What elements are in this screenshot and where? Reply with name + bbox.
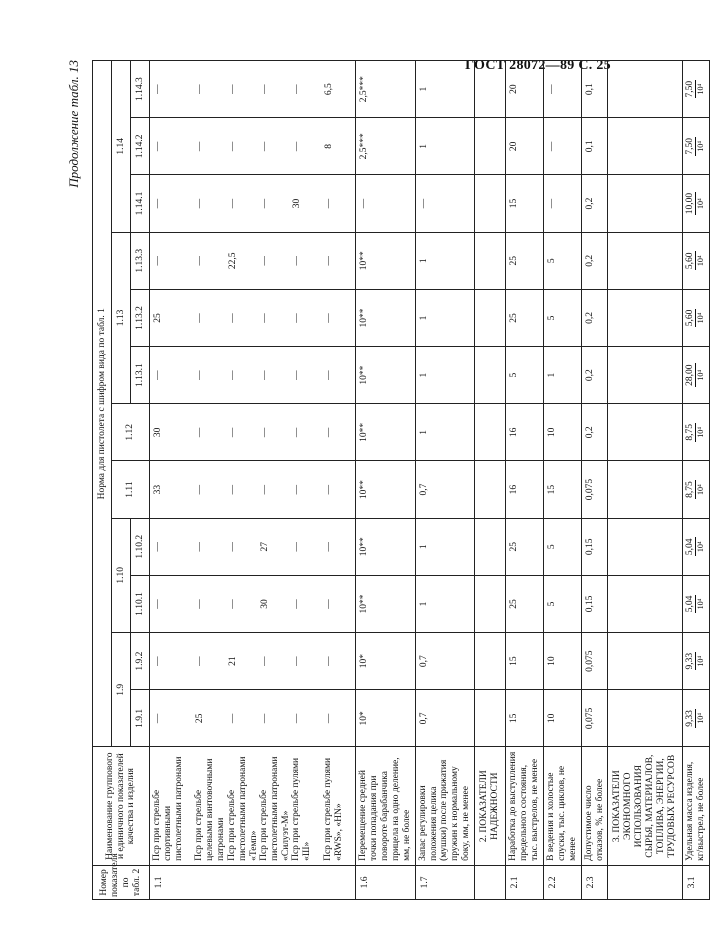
value-text: 8 bbox=[324, 143, 334, 149]
fraction-denominator: 10⁴ bbox=[696, 255, 706, 267]
value-cell: 1 bbox=[415, 518, 475, 575]
num-cell: 2.3 bbox=[581, 865, 608, 899]
value-cell: 1 bbox=[415, 289, 475, 346]
value-text: — bbox=[228, 141, 238, 152]
list-item: Пср при стрельбе спортивными пистолетными патронами bbox=[152, 756, 184, 861]
value-cell: 1 bbox=[415, 232, 475, 289]
value-text: — bbox=[228, 198, 238, 209]
value-text: — bbox=[228, 427, 238, 438]
value-cell: 0,7 bbox=[415, 461, 475, 518]
num-cell: 2.2 bbox=[543, 865, 581, 899]
sub-header: 1.13.2 bbox=[131, 289, 150, 346]
num-cell: 1.6 bbox=[356, 865, 416, 899]
norms-table bbox=[92, 60, 710, 900]
value-text: — bbox=[324, 542, 334, 552]
value-cell bbox=[475, 518, 506, 575]
sub-header: 1.10.1 bbox=[131, 575, 150, 632]
value-text: — bbox=[292, 484, 302, 495]
value-cell: 0,15 bbox=[581, 575, 608, 632]
value-text: — bbox=[292, 713, 302, 724]
num-cell bbox=[475, 865, 506, 899]
value-text: — bbox=[324, 427, 334, 438]
value-text: — bbox=[324, 656, 334, 666]
value-text: — bbox=[153, 84, 163, 94]
value-text: — bbox=[153, 141, 163, 152]
value-cell: 1 bbox=[415, 404, 475, 461]
value-cell bbox=[150, 347, 356, 404]
value-cell bbox=[682, 690, 709, 747]
value-cell bbox=[608, 633, 683, 690]
value-cell bbox=[150, 232, 356, 289]
value-cell: 15 bbox=[506, 690, 544, 747]
fraction-numerator: 28,00 bbox=[684, 364, 695, 386]
value-cell: 15 bbox=[543, 461, 581, 518]
value-text: 21 bbox=[228, 656, 238, 666]
name-cell: Удельная масса изделия, кг/выстрел, не более bbox=[682, 747, 709, 865]
value-cell: 10 bbox=[543, 690, 581, 747]
table-body bbox=[150, 61, 710, 900]
fraction bbox=[686, 309, 706, 328]
value-cell: 5 bbox=[506, 347, 544, 404]
value-cell: 16 bbox=[506, 404, 544, 461]
value-cell: — bbox=[543, 175, 581, 232]
name-cell: Перемещение средней точки попадания при повороте барабанчика прицела на одно деление, мм, не более bbox=[356, 747, 416, 865]
group-header: 1.9 bbox=[112, 633, 131, 747]
item-list bbox=[152, 751, 351, 860]
value-text: — bbox=[324, 198, 334, 209]
value-cell: 2,5*** bbox=[356, 61, 416, 118]
value-cell: 0,2 bbox=[581, 175, 608, 232]
value-text: — bbox=[292, 427, 302, 438]
fraction bbox=[686, 80, 706, 99]
value-cell: — bbox=[543, 61, 581, 118]
value-stack bbox=[153, 521, 354, 573]
num-cell: 1.1 bbox=[150, 865, 356, 899]
value-text: — bbox=[195, 599, 205, 609]
value-cell bbox=[608, 118, 683, 175]
header-row-1 bbox=[93, 61, 112, 900]
value-text: 30 bbox=[260, 599, 270, 609]
table-row bbox=[415, 61, 475, 900]
value-cell bbox=[682, 633, 709, 690]
value-cell bbox=[150, 633, 356, 690]
value-cell bbox=[608, 461, 683, 518]
value-text: — bbox=[153, 713, 163, 724]
table-caption: Продолжение табл. 13 bbox=[66, 60, 81, 188]
fraction bbox=[686, 480, 706, 499]
value-text: — bbox=[292, 542, 302, 552]
value-cell bbox=[150, 575, 356, 632]
group-header: 1.11 bbox=[112, 461, 150, 518]
value-text: — bbox=[228, 542, 238, 552]
value-cell bbox=[608, 289, 683, 346]
value-text: — bbox=[228, 713, 238, 724]
col-num-header: Номер показателя по табл. 2 bbox=[93, 865, 150, 899]
fraction-denominator: 10⁴ bbox=[696, 83, 706, 95]
fraction-denominator: 10⁴ bbox=[696, 426, 706, 438]
value-text: — bbox=[260, 656, 270, 666]
fraction-numerator: 8,75 bbox=[684, 424, 695, 441]
value-text: — bbox=[260, 713, 270, 724]
fraction-numerator: 5,04 bbox=[684, 538, 695, 556]
fraction bbox=[686, 192, 706, 215]
fraction-denominator: 10⁴ bbox=[696, 541, 706, 553]
group-header: 1.10 bbox=[112, 518, 131, 632]
value-text: 25 bbox=[195, 713, 205, 724]
fraction-denominator: 10⁴ bbox=[696, 312, 706, 324]
value-cell: 5 bbox=[543, 575, 581, 632]
fraction bbox=[686, 137, 706, 156]
sub-header: 1.14.2 bbox=[131, 118, 150, 175]
value-cell: 10** bbox=[356, 404, 416, 461]
table-row bbox=[543, 61, 581, 900]
value-cell: 1 bbox=[415, 575, 475, 632]
value-cell bbox=[150, 518, 356, 575]
value-cell: 10** bbox=[356, 289, 416, 346]
value-cell bbox=[608, 175, 683, 232]
value-cell bbox=[608, 347, 683, 404]
value-stack bbox=[153, 120, 354, 172]
col-norm-header: Норма для пистолета с шифром вида по табл. 1 bbox=[93, 61, 112, 747]
name-cell: Наработка до выступления предельного состояния, тыс. выстрелов, не менее bbox=[506, 747, 544, 865]
value-cell: 5 bbox=[543, 518, 581, 575]
value-cell bbox=[475, 347, 506, 404]
value-cell bbox=[475, 232, 506, 289]
value-cell: 15 bbox=[506, 175, 544, 232]
value-cell: 25 bbox=[506, 289, 544, 346]
value-text: — bbox=[228, 370, 238, 380]
value-cell: 10** bbox=[356, 575, 416, 632]
value-text: — bbox=[195, 256, 205, 266]
value-text: 27 bbox=[260, 542, 270, 552]
value-text: — bbox=[292, 141, 302, 152]
value-cell bbox=[682, 175, 709, 232]
value-stack bbox=[153, 463, 354, 515]
value-text: — bbox=[195, 84, 205, 94]
value-cell: 0,1 bbox=[581, 118, 608, 175]
value-cell: 0,2 bbox=[581, 404, 608, 461]
value-stack bbox=[153, 406, 354, 458]
value-cell: 16 bbox=[506, 461, 544, 518]
value-cell: 15 bbox=[506, 633, 544, 690]
value-text: — bbox=[153, 656, 163, 666]
fraction-numerator: 5,04 bbox=[684, 595, 695, 613]
sub-header: 1.14.3 bbox=[131, 61, 150, 118]
value-text: — bbox=[153, 198, 163, 209]
table-row bbox=[581, 61, 608, 900]
value-stack bbox=[153, 292, 354, 344]
value-text: — bbox=[324, 370, 334, 380]
fraction-numerator: 7,50 bbox=[684, 138, 695, 155]
table-row bbox=[506, 61, 544, 900]
value-text: 6,5 bbox=[324, 83, 334, 96]
value-cell: 25 bbox=[506, 232, 544, 289]
value-cell bbox=[682, 461, 709, 518]
value-cell: 20 bbox=[506, 61, 544, 118]
value-cell: — bbox=[415, 175, 475, 232]
sub-header: 1.9.1 bbox=[131, 690, 150, 747]
value-cell: 25 bbox=[506, 575, 544, 632]
value-cell bbox=[150, 690, 356, 747]
value-cell bbox=[682, 518, 709, 575]
value-cell: 10** bbox=[356, 232, 416, 289]
value-cell: 1 bbox=[415, 347, 475, 404]
list-item: Пср при стрельбе пистолетными патронами «Темп» bbox=[227, 756, 259, 861]
value-text: — bbox=[260, 427, 270, 438]
value-cell: 0,7 bbox=[415, 690, 475, 747]
value-cell bbox=[475, 575, 506, 632]
value-cell: 0,075 bbox=[581, 461, 608, 518]
value-text: — bbox=[195, 484, 205, 495]
value-cell bbox=[475, 118, 506, 175]
value-text: — bbox=[260, 84, 270, 94]
num-cell bbox=[608, 865, 683, 899]
value-cell: 0,15 bbox=[581, 518, 608, 575]
value-text: — bbox=[153, 542, 163, 552]
value-cell bbox=[475, 175, 506, 232]
value-cell: 10* bbox=[356, 690, 416, 747]
table-row bbox=[150, 61, 356, 900]
value-cell: 0,2 bbox=[581, 289, 608, 346]
name-cell: В ведения и холостые спуски, тыс. циклов, не менее bbox=[543, 747, 581, 865]
fraction bbox=[686, 363, 706, 386]
value-text: 30 bbox=[292, 198, 302, 209]
name-cell: Допустимое число отказов, %, не более bbox=[581, 747, 608, 865]
value-text: — bbox=[292, 313, 302, 323]
value-text: — bbox=[195, 313, 205, 323]
value-stack bbox=[153, 692, 354, 744]
value-cell bbox=[608, 575, 683, 632]
value-text: — bbox=[260, 370, 270, 380]
fraction-denominator: 10⁴ bbox=[696, 655, 706, 667]
value-text: 22,5 bbox=[228, 252, 238, 270]
value-cell: 10** bbox=[356, 461, 416, 518]
value-text: — bbox=[324, 484, 334, 495]
value-text: — bbox=[195, 141, 205, 152]
value-cell bbox=[150, 404, 356, 461]
value-stack bbox=[153, 635, 354, 687]
value-text: — bbox=[324, 256, 334, 266]
fraction-numerator: 9,33 bbox=[684, 652, 695, 670]
value-text: — bbox=[153, 256, 163, 266]
name-cell bbox=[150, 747, 356, 865]
page-header: ГОСТ 28072—89 С. 25 bbox=[465, 58, 611, 73]
section-title: 3. ПОКАЗАТЕЛИ ЭКОНОМНОГО ИСПОЛЬЗОВАНИЯ СЫРЬЯ, МАТЕРИАЛОВ, ТОПЛИВА, ЭНЕРГИИ, ТРУДОВЫХ РЕСУРСОВ bbox=[608, 747, 683, 865]
value-cell: 1 bbox=[415, 118, 475, 175]
value-cell: 10** bbox=[356, 347, 416, 404]
value-text: — bbox=[324, 599, 334, 609]
value-cell: 10* bbox=[356, 633, 416, 690]
value-text: — bbox=[195, 427, 205, 438]
value-cell bbox=[150, 289, 356, 346]
fraction-numerator: 8,75 bbox=[684, 481, 695, 498]
value-cell bbox=[608, 690, 683, 747]
value-cell bbox=[150, 175, 356, 232]
fraction bbox=[686, 423, 706, 442]
value-text: — bbox=[260, 141, 270, 152]
value-text: — bbox=[292, 256, 302, 266]
value-text: — bbox=[228, 313, 238, 323]
value-text: 30 bbox=[153, 427, 163, 438]
sub-header: 1.10.2 bbox=[131, 518, 150, 575]
group-header: 1.13 bbox=[112, 232, 131, 404]
value-cell bbox=[475, 461, 506, 518]
value-cell bbox=[608, 404, 683, 461]
value-cell: 0,075 bbox=[581, 633, 608, 690]
table-row bbox=[356, 61, 416, 900]
name-cell: Запас регулировки положения целика (мушки) после прижатия пружин к нормальному боку, мм, не менее bbox=[415, 747, 475, 865]
section-row bbox=[475, 61, 506, 900]
col-name-header: Наименование группового и единичного показателей качества и изделия bbox=[93, 747, 150, 865]
value-text: — bbox=[195, 198, 205, 209]
list-item: Пср при стрельбе целевыми винтовочными патронами bbox=[194, 758, 226, 861]
value-cell bbox=[608, 232, 683, 289]
fraction-denominator: 10⁴ bbox=[696, 712, 706, 724]
value-text: 33 bbox=[153, 484, 163, 495]
num-cell: 2.1 bbox=[506, 865, 544, 899]
value-text: — bbox=[228, 84, 238, 94]
value-cell: 5 bbox=[543, 232, 581, 289]
value-cell bbox=[682, 347, 709, 404]
value-cell bbox=[475, 61, 506, 118]
fraction-numerator: 7,50 bbox=[684, 80, 695, 98]
value-text: — bbox=[260, 313, 270, 323]
value-stack bbox=[153, 235, 354, 287]
fraction bbox=[686, 537, 706, 556]
value-text: — bbox=[292, 370, 302, 380]
value-cell bbox=[475, 404, 506, 461]
value-cell bbox=[682, 289, 709, 346]
value-text: — bbox=[292, 599, 302, 609]
value-cell: 0,1 bbox=[581, 61, 608, 118]
value-cell: 0,2 bbox=[581, 347, 608, 404]
value-cell bbox=[682, 118, 709, 175]
value-cell bbox=[682, 232, 709, 289]
value-cell bbox=[475, 633, 506, 690]
value-cell bbox=[608, 61, 683, 118]
fraction bbox=[686, 251, 706, 270]
fraction-denominator: 10⁴ bbox=[696, 598, 706, 610]
list-item: Пср при стрельбе пистолетными патронами «Силуэт-М» bbox=[259, 756, 291, 861]
value-stack bbox=[153, 349, 354, 401]
fraction-numerator: 10,00 bbox=[684, 192, 695, 215]
value-cell bbox=[682, 61, 709, 118]
value-text: — bbox=[228, 599, 238, 609]
value-cell bbox=[150, 118, 356, 175]
value-cell: 1 bbox=[415, 61, 475, 118]
value-text: — bbox=[153, 370, 163, 380]
value-text: — bbox=[195, 370, 205, 380]
value-cell: 25 bbox=[506, 518, 544, 575]
fraction-denominator: 10⁴ bbox=[696, 484, 706, 495]
value-stack bbox=[153, 177, 354, 229]
value-cell: 5 bbox=[543, 289, 581, 346]
fraction bbox=[686, 652, 706, 671]
value-cell: 10 bbox=[543, 404, 581, 461]
value-cell bbox=[682, 575, 709, 632]
value-cell: 20 bbox=[506, 118, 544, 175]
value-stack bbox=[153, 578, 354, 630]
fraction bbox=[686, 709, 706, 728]
group-header: 1.12 bbox=[112, 404, 150, 461]
value-text: — bbox=[260, 198, 270, 209]
value-cell bbox=[608, 518, 683, 575]
value-cell: 0,7 bbox=[415, 633, 475, 690]
table-row bbox=[682, 61, 709, 900]
value-text: — bbox=[260, 484, 270, 495]
sub-header: 1.9.2 bbox=[131, 633, 150, 690]
value-cell bbox=[475, 690, 506, 747]
list-item: Пср при стрельбе пулями «Ш» bbox=[291, 757, 312, 861]
num-cell: 1.7 bbox=[415, 865, 475, 899]
section-row bbox=[608, 61, 683, 900]
value-text: — bbox=[195, 656, 205, 666]
value-text: — bbox=[195, 542, 205, 552]
value-text: — bbox=[324, 313, 334, 323]
value-stack bbox=[153, 63, 354, 115]
sub-header: 1.13.3 bbox=[131, 232, 150, 289]
value-cell: 10 bbox=[543, 633, 581, 690]
group-header: 1.14 bbox=[112, 61, 131, 233]
list-item: Пср при стрельбе пулями «RWS», «HN» bbox=[323, 757, 344, 861]
fraction-numerator: 9,33 bbox=[684, 710, 695, 727]
value-cell bbox=[682, 404, 709, 461]
value-cell bbox=[150, 461, 356, 518]
value-cell: — bbox=[543, 118, 581, 175]
value-cell bbox=[150, 61, 356, 118]
rotated-page-content bbox=[66, 60, 706, 900]
value-cell: 0,2 bbox=[581, 232, 608, 289]
value-cell: 0,075 bbox=[581, 690, 608, 747]
fraction-numerator: 5,60 bbox=[684, 252, 695, 270]
value-cell: 2,5*** bbox=[356, 118, 416, 175]
value-text: 25 bbox=[153, 313, 163, 323]
value-text: — bbox=[292, 656, 302, 666]
fraction bbox=[686, 595, 706, 614]
value-cell bbox=[475, 289, 506, 346]
sub-header: 1.14.1 bbox=[131, 175, 150, 232]
value-cell: 10** bbox=[356, 518, 416, 575]
value-text: — bbox=[153, 599, 163, 609]
fraction-numerator: 5,60 bbox=[684, 309, 695, 327]
fraction-denominator: 10⁴ bbox=[696, 369, 706, 381]
fraction-denominator: 10⁴ bbox=[696, 198, 706, 209]
sub-header: 1.13.1 bbox=[131, 347, 150, 404]
value-text: — bbox=[260, 256, 270, 266]
fraction-denominator: 10⁴ bbox=[696, 140, 706, 152]
section-title: 2. ПОКАЗАТЕЛИ НАДЕЖНОСТИ bbox=[475, 747, 506, 865]
value-text: — bbox=[228, 484, 238, 495]
value-text: — bbox=[292, 84, 302, 94]
value-cell: — bbox=[356, 175, 416, 232]
value-text: — bbox=[324, 713, 334, 724]
value-cell: 1 bbox=[543, 347, 581, 404]
num-cell: 3.1 bbox=[682, 865, 709, 899]
